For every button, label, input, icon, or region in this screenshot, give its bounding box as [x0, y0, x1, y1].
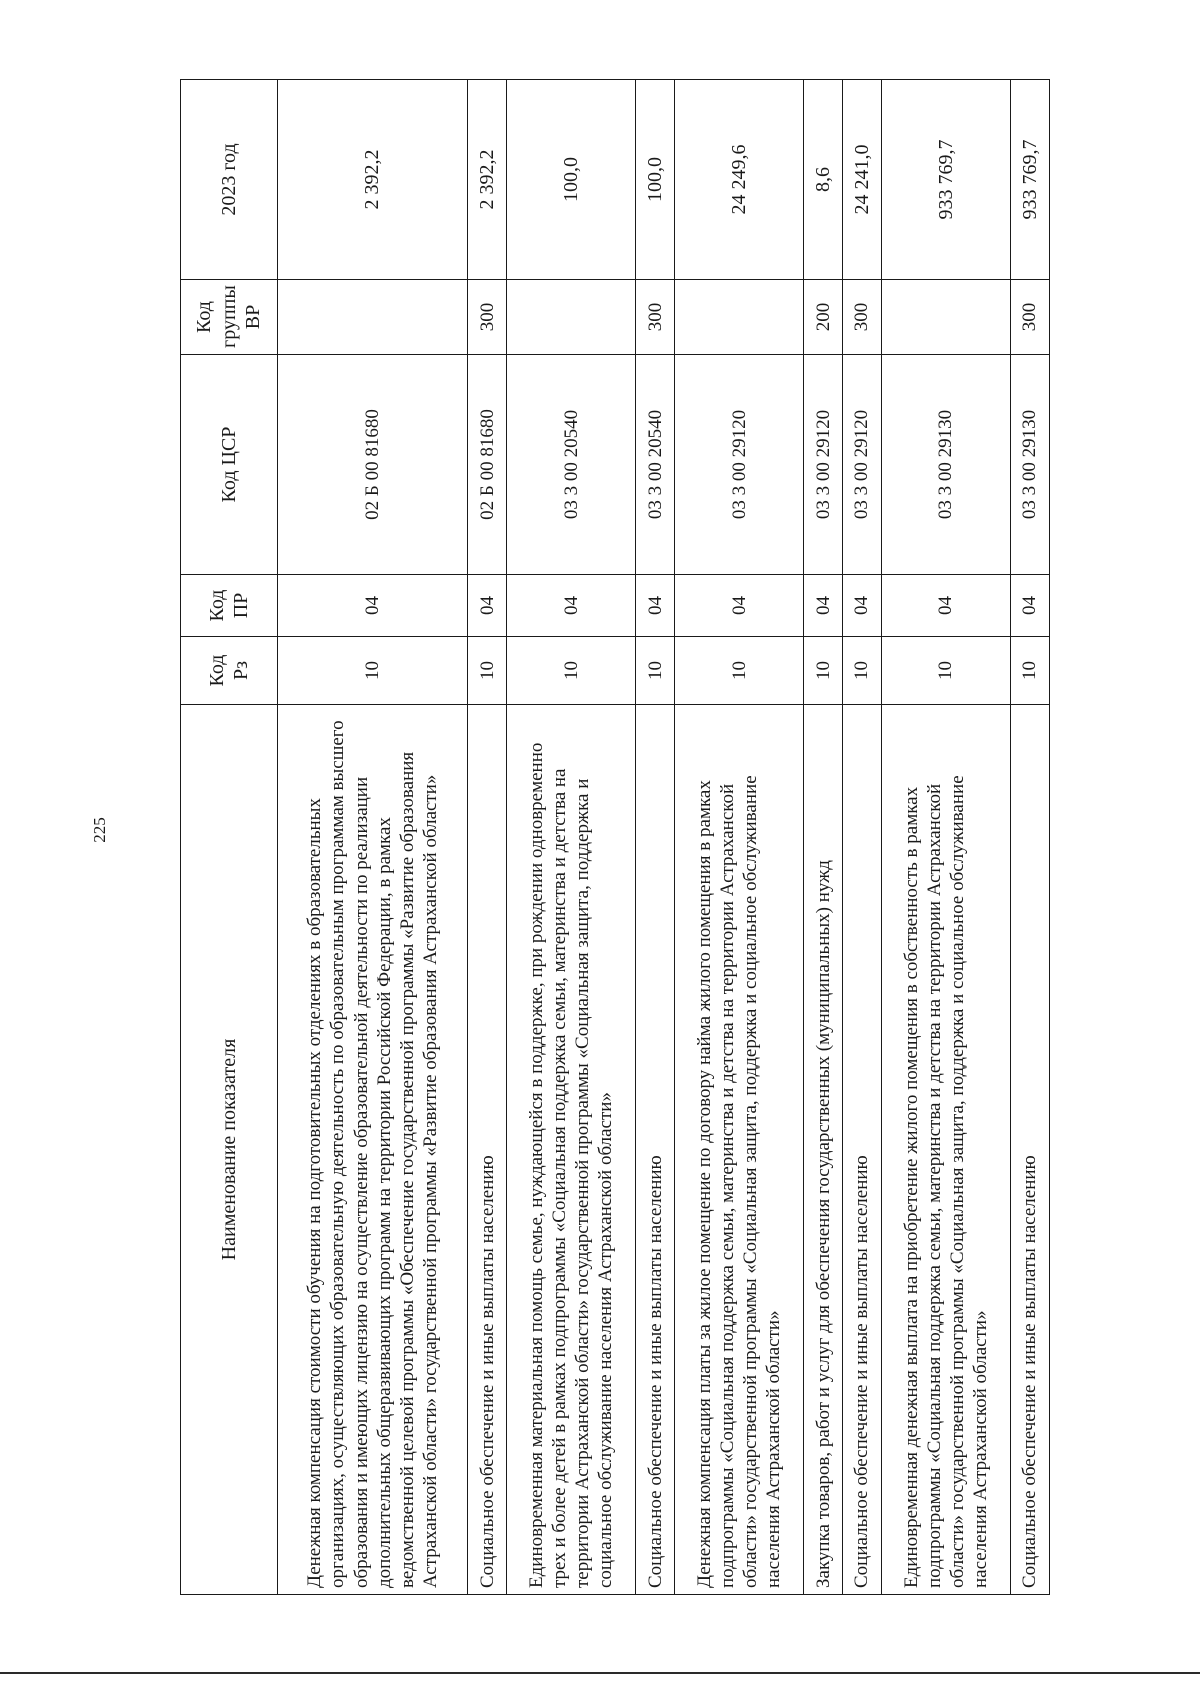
row-pr: 04	[804, 575, 843, 637]
row-year: 24 249,6	[675, 80, 804, 280]
row-csr: 03 3 00 29130	[1011, 355, 1050, 575]
row-vr: 200	[804, 280, 843, 355]
row-name: Единовременная материальная помощь семье, нуждающейся в поддержке, при рождении одновременно трех и более детей в рамках подпрограммы «Социальная поддержка семьи, материнства и детства на территории Астраханской области» государственной программы «Социальная защита, поддержка и социальное обслуживание населения Астраханской области»	[507, 705, 636, 1595]
row-rz: 10	[675, 637, 804, 705]
row-name: Закупка товаров, работ и услуг для обеспечения государственных (муниципальных) нужд	[804, 705, 843, 1595]
table-row	[804, 80, 843, 1595]
header-name: Наименование показателя	[181, 705, 278, 1595]
row-pr: 04	[881, 575, 1010, 637]
row-year: 2 392,2	[278, 80, 468, 280]
header-year: 2023 год	[181, 80, 278, 280]
row-year: 933 769,7	[1011, 80, 1050, 280]
row-name: Социальное обеспечение и иные выплаты населению	[468, 705, 507, 1595]
row-name: Социальное обеспечение и иные выплаты населению	[1011, 705, 1050, 1595]
table-row	[507, 80, 636, 1595]
row-rz: 10	[468, 637, 507, 705]
budget-table-frame	[180, 80, 1050, 1595]
row-rz: 10	[881, 637, 1010, 705]
row-csr: 03 3 00 29120	[675, 355, 804, 575]
row-rz: 10	[636, 637, 675, 705]
row-year: 100,0	[507, 80, 636, 280]
row-pr: 04	[507, 575, 636, 637]
table-row	[468, 80, 507, 1595]
row-csr: 03 3 00 20540	[507, 355, 636, 575]
row-vr: 300	[1011, 280, 1050, 355]
row-name: Социальное обеспечение и иные выплаты населению	[636, 705, 675, 1595]
table-row	[636, 80, 675, 1595]
row-vr: 300	[636, 280, 675, 355]
row-pr: 04	[468, 575, 507, 637]
row-pr: 04	[278, 575, 468, 637]
table-header	[181, 80, 278, 1595]
row-vr	[278, 280, 468, 355]
row-rz: 10	[1011, 637, 1050, 705]
row-vr: 300	[843, 280, 882, 355]
row-csr: 03 3 00 20540	[636, 355, 675, 575]
table-row	[675, 80, 804, 1595]
row-year: 8,6	[804, 80, 843, 280]
row-name: Единовременная денежная выплата на приобретение жилого помещения в собственность в рамках подпрограммы «Социальная поддержка семьи, материнства и детства на территории Астраханской области» государственной программы «Социальная защита, поддержка и социальное обслуживание населения Астраханской области»	[881, 705, 1010, 1595]
header-rz: Код Рз	[181, 637, 278, 705]
row-year: 100,0	[636, 80, 675, 280]
row-pr: 04	[1011, 575, 1050, 637]
table-row	[1011, 80, 1050, 1595]
header-row	[181, 80, 278, 1595]
row-name: Денежная компенсация платы за жилое помещение по договору найма жилого помещения в рамках подпрограммы «Социальная поддержка семьи, материнства и детства на территории Астраханской области» государственной программы «Социальная защита, поддержка и социальное обслуживание населения Астраханской области»	[675, 705, 804, 1595]
table-row	[843, 80, 882, 1595]
table-body	[278, 80, 1050, 1595]
row-year: 2 392,2	[468, 80, 507, 280]
rotated-table-wrapper	[180, 80, 1050, 1595]
header-csr: Код ЦСР	[181, 355, 278, 575]
row-name: Денежная компенсация стоимости обучения на подготовительных отделениях в образовательных организациях, осуществляющих образовательную деятельность по образовательным программам высшего образования и имеющих лицензию на осуществление образовательной деятельности по реализации дополнительных общеразвивающих программ на территории Российской Федерации, в рамках ведомственной целевой программы «Обеспечение государственной программы «Развитие образования Астраханской области» государственной программы «Развитие образования Астраханской области»	[278, 705, 468, 1595]
page-number: 225	[90, 817, 109, 843]
row-rz: 10	[804, 637, 843, 705]
row-vr: 300	[468, 280, 507, 355]
row-csr: 02 Б 00 81680	[278, 355, 468, 575]
row-vr	[881, 280, 1010, 355]
row-pr: 04	[843, 575, 882, 637]
budget-table	[180, 79, 1050, 1595]
row-vr	[507, 280, 636, 355]
row-rz: 10	[278, 637, 468, 705]
row-pr: 04	[675, 575, 804, 637]
header-vr: Код группы ВР	[181, 280, 278, 355]
row-name: Социальное обеспечение и иные выплаты населению	[843, 705, 882, 1595]
row-rz: 10	[507, 637, 636, 705]
row-pr: 04	[636, 575, 675, 637]
row-csr: 02 Б 00 81680	[468, 355, 507, 575]
row-year: 24 241,0	[843, 80, 882, 280]
bottom-rule	[0, 1672, 1200, 1674]
row-csr: 03 3 00 29120	[804, 355, 843, 575]
row-year: 933 769,7	[881, 80, 1010, 280]
header-pr: Код ПР	[181, 575, 278, 637]
row-vr	[675, 280, 804, 355]
row-rz: 10	[843, 637, 882, 705]
row-csr: 03 3 00 29120	[843, 355, 882, 575]
table-row	[278, 80, 468, 1595]
row-csr: 03 3 00 29130	[881, 355, 1010, 575]
table-row	[881, 80, 1010, 1595]
